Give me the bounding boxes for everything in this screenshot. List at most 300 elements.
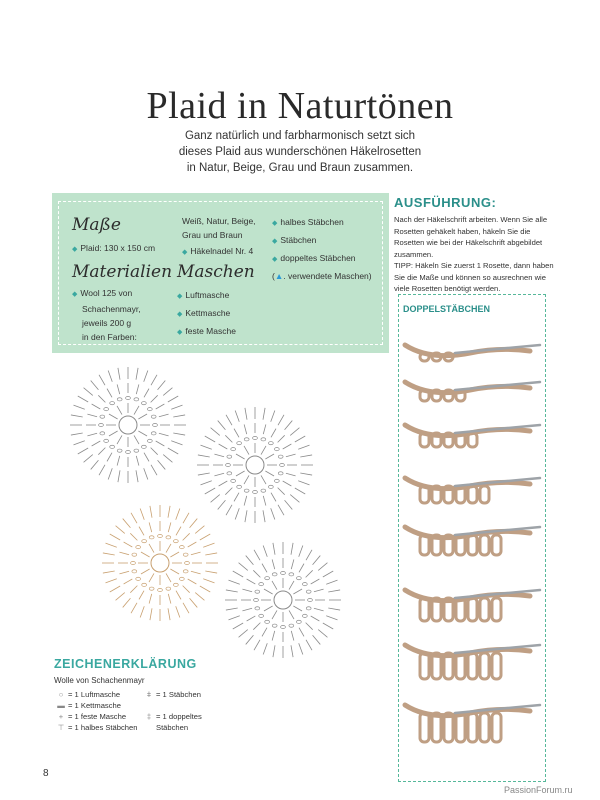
rosette-center bbox=[151, 554, 169, 572]
stitch-mark bbox=[211, 428, 220, 436]
stitch-mark bbox=[242, 589, 252, 592]
stitch-mark bbox=[166, 573, 171, 582]
bullet-icon: ◆ bbox=[272, 238, 278, 245]
stitch-mark bbox=[176, 606, 180, 617]
stitch-mark bbox=[200, 445, 211, 449]
stitch-mark bbox=[139, 527, 144, 536]
stitch-mark bbox=[107, 453, 112, 462]
chain-mark bbox=[237, 485, 242, 488]
triangle-icon: ▲ bbox=[274, 271, 284, 281]
stitch-mark bbox=[246, 556, 254, 565]
chain-mark bbox=[147, 408, 152, 411]
stitch-loop bbox=[480, 486, 489, 503]
stitch-loop bbox=[492, 713, 501, 742]
chain-mark bbox=[117, 398, 122, 401]
stitch-loop bbox=[456, 713, 465, 742]
bullet-icon: ◆ bbox=[272, 256, 278, 263]
stitch-mark bbox=[273, 645, 275, 657]
stitch-mark bbox=[326, 616, 337, 620]
legend-item: ○ = 1 Luftmasche bbox=[54, 689, 137, 700]
stitch-mark bbox=[299, 564, 304, 573]
chain-mark bbox=[281, 625, 286, 628]
page-number: 8 bbox=[43, 768, 49, 779]
stitch-mark bbox=[138, 431, 147, 436]
stitch-mark bbox=[205, 436, 215, 442]
stitch-mark bbox=[225, 435, 232, 442]
ausfuehrung-heading: AUSFÜHRUNG: bbox=[394, 195, 497, 210]
stitch-mark bbox=[144, 389, 149, 398]
stitch-mark bbox=[87, 433, 97, 436]
chain-mark bbox=[255, 590, 260, 593]
stitch-mark bbox=[110, 534, 120, 540]
crochet-step bbox=[405, 645, 540, 679]
chain-mark bbox=[173, 540, 178, 543]
stitch-mark bbox=[183, 603, 189, 613]
stitch-mark bbox=[203, 579, 214, 583]
stitch-mark bbox=[149, 522, 152, 532]
chain-mark bbox=[306, 590, 311, 593]
chain-mark bbox=[254, 598, 259, 601]
stitch-mark bbox=[205, 488, 215, 494]
list-item: ◆ Luftmasche bbox=[177, 290, 230, 300]
stitch-mark bbox=[151, 375, 157, 385]
stitch-mark bbox=[99, 375, 105, 385]
stitch-mark bbox=[123, 519, 131, 528]
crochet-chart bbox=[70, 367, 341, 658]
chain-mark bbox=[227, 455, 232, 458]
chain-mark bbox=[261, 489, 266, 492]
stitch-mark bbox=[328, 608, 340, 610]
stitch-loop bbox=[492, 535, 501, 555]
chain-mark bbox=[151, 432, 156, 435]
stitch-mark bbox=[149, 594, 152, 604]
stitch-mark bbox=[253, 570, 260, 577]
stitch-mark bbox=[300, 455, 312, 457]
stitch-loop bbox=[468, 653, 477, 679]
stitch-mark bbox=[136, 368, 138, 380]
legend-left bbox=[54, 689, 137, 733]
stitch-loop bbox=[480, 598, 489, 621]
chain-mark bbox=[272, 624, 277, 627]
list-item: ◆ Stäbchen bbox=[272, 235, 317, 245]
crochet-step bbox=[405, 590, 540, 621]
stitch-mark bbox=[234, 493, 239, 502]
stitch-mark bbox=[291, 559, 294, 569]
stitch-mark bbox=[71, 415, 83, 417]
chain-mark bbox=[149, 587, 154, 590]
stitch-mark bbox=[131, 603, 137, 613]
stitch-mark bbox=[225, 488, 232, 495]
stitch-mark bbox=[158, 460, 166, 469]
stitch-mark bbox=[144, 453, 149, 462]
materialien-line: jeweils 200 g bbox=[82, 318, 132, 328]
bullet-icon: ◆ bbox=[72, 246, 78, 253]
chain-mark bbox=[149, 536, 154, 539]
stitch-mark bbox=[298, 481, 309, 485]
chain-mark bbox=[296, 620, 301, 623]
stitch-mark bbox=[293, 606, 302, 611]
stitch-mark bbox=[131, 513, 137, 523]
stitch-mark bbox=[138, 414, 147, 419]
stitch-mark bbox=[247, 579, 256, 584]
legend-item: + = 1 feste Masche bbox=[54, 711, 137, 722]
stitch-mark bbox=[73, 441, 84, 445]
chain-mark bbox=[306, 607, 311, 610]
stitch-mark bbox=[265, 454, 274, 459]
chain-mark bbox=[289, 573, 294, 576]
farben-line: Weiß, Natur, Beige, bbox=[182, 216, 256, 226]
rosette bbox=[70, 367, 186, 483]
stitch-mark bbox=[92, 441, 101, 446]
stitch-mark bbox=[233, 571, 243, 577]
chain-mark bbox=[272, 573, 277, 576]
stitch-mark bbox=[159, 433, 169, 436]
stitch-loop bbox=[420, 713, 429, 742]
stitch-loop bbox=[480, 535, 489, 555]
chain-mark bbox=[302, 614, 307, 617]
stitch-mark bbox=[219, 481, 228, 486]
stitch-mark bbox=[272, 559, 275, 569]
stitch-mark bbox=[313, 635, 321, 644]
stitch-mark bbox=[136, 384, 139, 394]
stitch-mark bbox=[150, 506, 152, 518]
chain-mark bbox=[183, 570, 188, 573]
subtitle-line: Ganz natürlich und farbharmonisch setzt sich bbox=[184, 130, 416, 142]
stitch-mark bbox=[265, 471, 274, 476]
legend-item: ‡ = 1 doppeltes bbox=[142, 711, 202, 722]
stitch-mark bbox=[105, 579, 116, 583]
chain-mark bbox=[253, 436, 258, 439]
stitch-mark bbox=[191, 552, 201, 555]
stitch-mark bbox=[103, 571, 115, 573]
chain-mark bbox=[142, 540, 147, 543]
stitch-mark bbox=[109, 431, 118, 436]
list-item: ◆ halbes Stäbchen bbox=[272, 217, 344, 227]
stitch-mark bbox=[247, 616, 256, 621]
stitch-mark bbox=[118, 470, 120, 482]
rosette bbox=[197, 407, 313, 523]
masse-item-text: Plaid: 130 x 150 cm bbox=[80, 243, 156, 253]
stitch-mark bbox=[198, 455, 210, 457]
crochet-step bbox=[405, 705, 540, 742]
stitch-mark bbox=[211, 495, 220, 503]
stitch-mark bbox=[245, 510, 247, 522]
crochet-step bbox=[405, 382, 540, 401]
bullet-icon: ◆ bbox=[177, 329, 183, 336]
page-title: Plaid in Naturtönen bbox=[146, 85, 454, 127]
stitch-mark bbox=[246, 635, 254, 644]
chain-mark bbox=[100, 415, 105, 418]
stitch-mark bbox=[108, 370, 112, 381]
list-item: ◆ Kettmasche bbox=[177, 308, 231, 318]
stitch-mark bbox=[263, 510, 265, 522]
stitch-mark bbox=[139, 591, 144, 600]
chain-mark bbox=[274, 479, 279, 482]
stitch-mark bbox=[140, 606, 144, 617]
chain-mark bbox=[136, 577, 141, 580]
stitch-mark bbox=[87, 414, 97, 417]
stitch-mark bbox=[263, 643, 267, 654]
stitch-mark bbox=[108, 468, 112, 479]
chain-mark bbox=[179, 577, 184, 580]
chain-mark bbox=[237, 442, 242, 445]
stitch-mark bbox=[78, 448, 88, 454]
stitch-mark bbox=[234, 429, 239, 438]
stitch-mark bbox=[242, 608, 252, 611]
chain-mark bbox=[126, 396, 131, 399]
chain-mark bbox=[265, 577, 270, 580]
stitch-loop bbox=[480, 713, 489, 742]
stitch-loop bbox=[468, 433, 477, 447]
chain-mark bbox=[147, 439, 152, 442]
chain-mark bbox=[296, 577, 301, 580]
treble-crochet-icon: ‡ bbox=[146, 712, 152, 721]
chain-mark bbox=[110, 402, 115, 405]
stitch-mark bbox=[245, 408, 247, 420]
stitch-loop bbox=[420, 353, 429, 361]
stitch-mark bbox=[124, 579, 133, 584]
chain-mark bbox=[151, 415, 156, 418]
stitch-mark bbox=[271, 508, 275, 519]
stitch-mark bbox=[98, 395, 105, 402]
stitch-mark bbox=[263, 496, 266, 506]
stitch-mark bbox=[195, 593, 204, 601]
stitch-mark bbox=[116, 526, 125, 534]
stitch-mark bbox=[168, 506, 170, 518]
stitch-mark bbox=[318, 630, 327, 638]
stitch-mark bbox=[144, 370, 148, 381]
chain-mark bbox=[104, 439, 109, 442]
stitch-mark bbox=[170, 552, 179, 557]
stitch-mark bbox=[313, 556, 321, 565]
stitch-mark bbox=[214, 454, 224, 457]
stitch-mark bbox=[298, 445, 309, 449]
stitch-mark bbox=[272, 581, 277, 590]
chain-stitch-icon: ○ bbox=[58, 690, 64, 699]
stitch-mark bbox=[176, 508, 180, 519]
crochet-steps bbox=[405, 345, 540, 742]
stitch-mark bbox=[200, 586, 210, 592]
stitch-mark bbox=[226, 415, 232, 425]
legend-item: ǂ = 1 Stäbchen bbox=[142, 689, 202, 700]
stitch-mark bbox=[136, 470, 138, 482]
stitch-mark bbox=[141, 552, 150, 557]
stitch-mark bbox=[271, 429, 276, 438]
chain-mark bbox=[265, 620, 270, 623]
stitch-mark bbox=[84, 388, 93, 396]
stitch-mark bbox=[116, 593, 125, 601]
stitch-mark bbox=[117, 435, 122, 444]
stitch-mark bbox=[271, 493, 276, 502]
rosette bbox=[225, 542, 341, 658]
stitch-loop bbox=[492, 598, 501, 621]
chain-mark bbox=[134, 449, 139, 452]
stitch-mark bbox=[311, 616, 320, 621]
stitch-loop bbox=[468, 598, 477, 621]
materialien-line: Wool 125 von bbox=[80, 288, 133, 298]
stitch-mark bbox=[117, 406, 122, 415]
stitch-mark bbox=[119, 552, 129, 555]
legend-item: ⊤ = 1 halbes Stäbchen bbox=[54, 722, 137, 733]
stitch-mark bbox=[183, 513, 189, 523]
stitch-loop bbox=[480, 653, 489, 679]
stitch-mark bbox=[200, 534, 210, 540]
chain-mark bbox=[100, 432, 105, 435]
stitch-mark bbox=[289, 610, 294, 619]
stitch-mark bbox=[286, 473, 296, 476]
stitch-mark bbox=[314, 589, 324, 592]
materialien-line: in den Farben: bbox=[82, 332, 137, 342]
chain-mark bbox=[110, 445, 115, 448]
half-double-icon: ⊤ bbox=[57, 723, 65, 732]
stitch-mark bbox=[326, 580, 337, 584]
stitch-mark bbox=[123, 598, 131, 607]
stitch-mark bbox=[166, 544, 171, 553]
double-crochet-icon: ǂ bbox=[146, 690, 152, 699]
subtitle-line: dieses Plaid aus wunderschönen Häkelrosetten bbox=[178, 146, 422, 158]
rosette-center bbox=[274, 591, 292, 609]
stitch-mark bbox=[136, 456, 139, 466]
chain-mark bbox=[253, 490, 258, 493]
legend-right bbox=[142, 689, 202, 733]
rosette-center bbox=[119, 416, 137, 434]
crochet-step bbox=[405, 345, 540, 361]
stitch-mark bbox=[195, 526, 204, 534]
stitch-mark bbox=[273, 543, 275, 555]
stitch-mark bbox=[236, 471, 245, 476]
stitch-loop bbox=[420, 535, 429, 555]
stitch-mark bbox=[141, 569, 150, 574]
chain-mark bbox=[141, 402, 146, 405]
chain-mark bbox=[278, 455, 283, 458]
rosette bbox=[102, 505, 218, 621]
stitch-mark bbox=[272, 610, 277, 619]
stitch-mark bbox=[318, 563, 327, 571]
stitch-mark bbox=[203, 543, 214, 547]
chain-mark bbox=[261, 438, 266, 441]
stitch-mark bbox=[92, 404, 101, 409]
stitch-mark bbox=[291, 645, 293, 657]
stitch-mark bbox=[170, 569, 179, 574]
stitch-mark bbox=[314, 608, 324, 611]
chain-mark bbox=[227, 472, 232, 475]
stitch-mark bbox=[110, 586, 120, 592]
stitch-mark bbox=[283, 481, 292, 486]
stitch-mark bbox=[291, 631, 294, 641]
chain-mark bbox=[280, 463, 285, 466]
stitch-mark bbox=[168, 396, 178, 402]
stitch-mark bbox=[156, 441, 165, 446]
stitch-mark bbox=[293, 589, 302, 594]
stitch-loop bbox=[420, 598, 429, 621]
stitch-mark bbox=[233, 623, 243, 629]
watermark: PassionForum.ru bbox=[504, 785, 573, 795]
crochet-step bbox=[405, 425, 540, 447]
stitch-mark bbox=[285, 500, 293, 509]
stitch-mark bbox=[190, 519, 198, 528]
stitch-mark bbox=[254, 640, 260, 650]
stitch-mark bbox=[205, 553, 217, 555]
bullet-icon: ◆ bbox=[272, 220, 278, 227]
stitch-mark bbox=[168, 448, 178, 454]
chain-mark bbox=[153, 423, 158, 426]
stitch-mark bbox=[191, 571, 201, 574]
chain-mark bbox=[104, 408, 109, 411]
stitch-mark bbox=[205, 571, 217, 573]
stitch-mark bbox=[218, 421, 226, 430]
stitch-mark bbox=[156, 404, 165, 409]
stitch-mark bbox=[109, 414, 118, 419]
chain-mark bbox=[183, 553, 188, 556]
stitch-mark bbox=[151, 465, 157, 475]
stitch-mark bbox=[134, 406, 139, 415]
chain-mark bbox=[166, 536, 171, 539]
stitch-mark bbox=[278, 415, 284, 425]
stitch-mark bbox=[103, 553, 115, 555]
slip-stitch-icon: ▬ bbox=[57, 701, 65, 710]
stitch-mark bbox=[285, 421, 293, 430]
chain-mark bbox=[117, 449, 122, 452]
stitch-mark bbox=[150, 608, 152, 620]
stitch-mark bbox=[117, 456, 120, 466]
stitch-mark bbox=[263, 408, 265, 420]
stitch-mark bbox=[253, 623, 260, 630]
stitch-mark bbox=[328, 590, 340, 592]
subtitle-line: in Natur, Beige, Grau und Braun zusammen. bbox=[186, 162, 414, 174]
chain-mark bbox=[308, 598, 313, 601]
stitch-mark bbox=[176, 591, 181, 600]
stitch-mark bbox=[306, 640, 312, 650]
stitch-mark bbox=[200, 481, 211, 485]
list-item: ◆ doppeltes Stäbchen bbox=[272, 253, 356, 263]
chain-mark bbox=[185, 561, 190, 564]
chain-mark bbox=[281, 571, 286, 574]
stitch-mark bbox=[263, 424, 266, 434]
chain-mark bbox=[126, 450, 131, 453]
stitch-mark bbox=[117, 384, 120, 394]
stitch-mark bbox=[262, 628, 267, 637]
stitch-mark bbox=[278, 488, 285, 495]
stitch-mark bbox=[140, 508, 144, 519]
stitch-mark bbox=[244, 446, 249, 455]
chain-mark bbox=[142, 583, 147, 586]
stitch-mark bbox=[291, 543, 293, 555]
chain-mark bbox=[179, 546, 184, 549]
chain-mark bbox=[136, 546, 141, 549]
legend-item: ▬ = 1 Kettmasche bbox=[54, 700, 137, 711]
stitch-mark bbox=[278, 505, 284, 515]
crochet-step bbox=[405, 527, 540, 555]
masse-heading: Maße bbox=[72, 215, 121, 235]
maschen-heading: Maschen bbox=[177, 262, 255, 282]
materialien-heading: Materialien bbox=[72, 262, 173, 282]
chain-mark bbox=[302, 583, 307, 586]
bullet-icon: ◆ bbox=[177, 311, 183, 318]
chain-mark bbox=[158, 588, 163, 591]
stitch-mark bbox=[235, 410, 239, 421]
single-crochet-icon: + bbox=[58, 712, 64, 721]
chain-mark bbox=[132, 570, 137, 573]
chain-mark bbox=[226, 463, 231, 466]
chain-mark bbox=[131, 561, 136, 564]
legend-item: Stäbchen bbox=[156, 723, 189, 732]
stitch-mark bbox=[239, 563, 248, 571]
stitch-mark bbox=[71, 433, 83, 435]
stitch-mark bbox=[214, 473, 224, 476]
stitch-mark bbox=[171, 441, 182, 445]
chain-mark bbox=[158, 534, 163, 537]
stitch-mark bbox=[91, 381, 99, 390]
